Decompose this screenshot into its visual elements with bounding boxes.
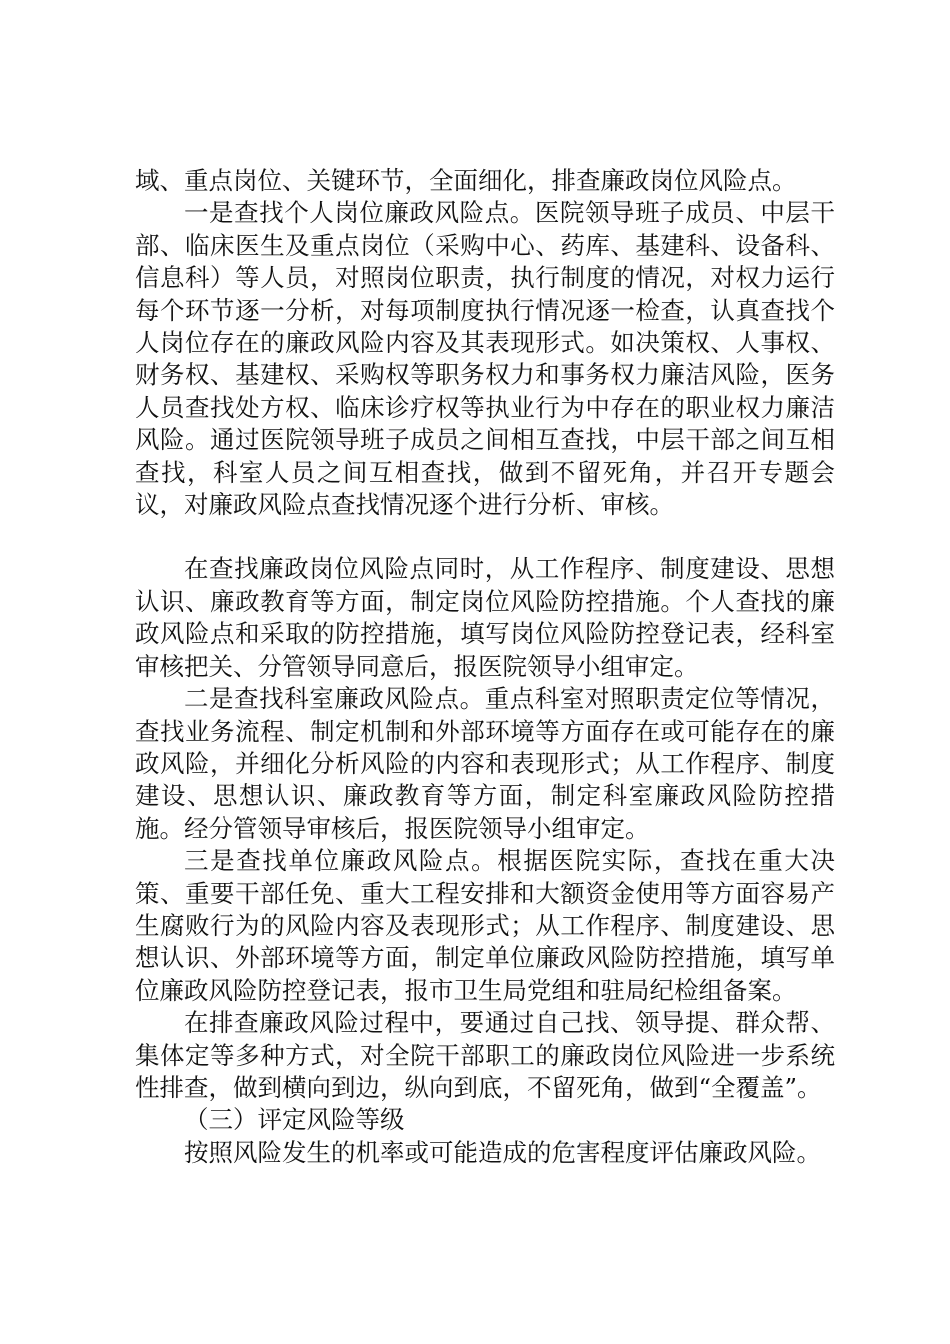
paragraph-risk-assessment: 按照风险发生的机率或可能造成的危害程度评估廉政风险。: [184, 1137, 821, 1167]
paragraph-continuation: 域、重点岗位、关键环节，全面细化，排查廉政岗位风险点。: [135, 166, 797, 195]
paragraph-department-risk: 二是查找科室廉政风险点。重点科室对照职责定位等情况，查找业务流程、制定机制和外部环境等方面存在或可能存在的廉政风险，并细化分析风险的内容和表现形式；从工作程序、制度建设、思想认识、廉政教育等方面，制定科室廉政风险防控措施。经分管领导审核后，报医院领导小组审定。: [135, 684, 835, 843]
section-heading-risk-level: （三）评定风险等级: [184, 1105, 405, 1135]
paragraph-prevention-measures: 在查找廉政岗位风险点同时，从工作程序、制度建设、思想认识、廉政教育等方面，制定岗位风险防控措施。个人查找的廉政风险点和采取的防控措施，填写岗位风险防控登记表，经科室审核把关、分管领导同意后，报医院领导小组审定。: [135, 554, 835, 681]
paragraph-screening-process: 在排查廉政风险过程中，要通过自己找、领导提、群众帮、集体定等多种方式，对全院干部职工的廉政岗位风险进一步系统性排查，做到横向到边，纵向到底，不留死角，做到“全覆盖”。: [135, 1008, 835, 1102]
paragraph-unit-risk: 三是查找单位廉政风险点。根据医院实际，查找在重大决策、重要干部任免、重大工程安排和大额资金使用等方面容易产生腐败行为的风险内容及表现形式；从工作程序、制度建设、思想认识、外部环境等方面，制定单位廉政风险防控措施，填写单位廉政风险防控登记表，报市卫生局党组和驻局纪检组备案。: [135, 846, 835, 1005]
document-page: [135, 165, 835, 1169]
paragraph-personal-risk: 一是查找个人岗位廉政风险点。医院领导班子成员、中层干部、临床医生及重点岗位（采购中心、药库、基建科、设备科、信息科）等人员，对照岗位职责，执行制度的情况，对权力运行每个环节逐一分析，对每项制度执行情况逐一检查，认真查找个人岗位存在的廉政风险内容及其表现形式。如决策权、人事权、财务权、基建权、采购权等职务权力和事务权力廉洁风险，医务人员查找处方权、临床诊疗权等执业行为中存在的职业权力廉洁风险。通过医院领导班子成员之间相互查找，中层干部之间互相查找，科室人员之间互相查找，做到不留死角，并召开专题会议，对廉政风险点查找情况逐个进行分析、审核。: [135, 198, 835, 520]
